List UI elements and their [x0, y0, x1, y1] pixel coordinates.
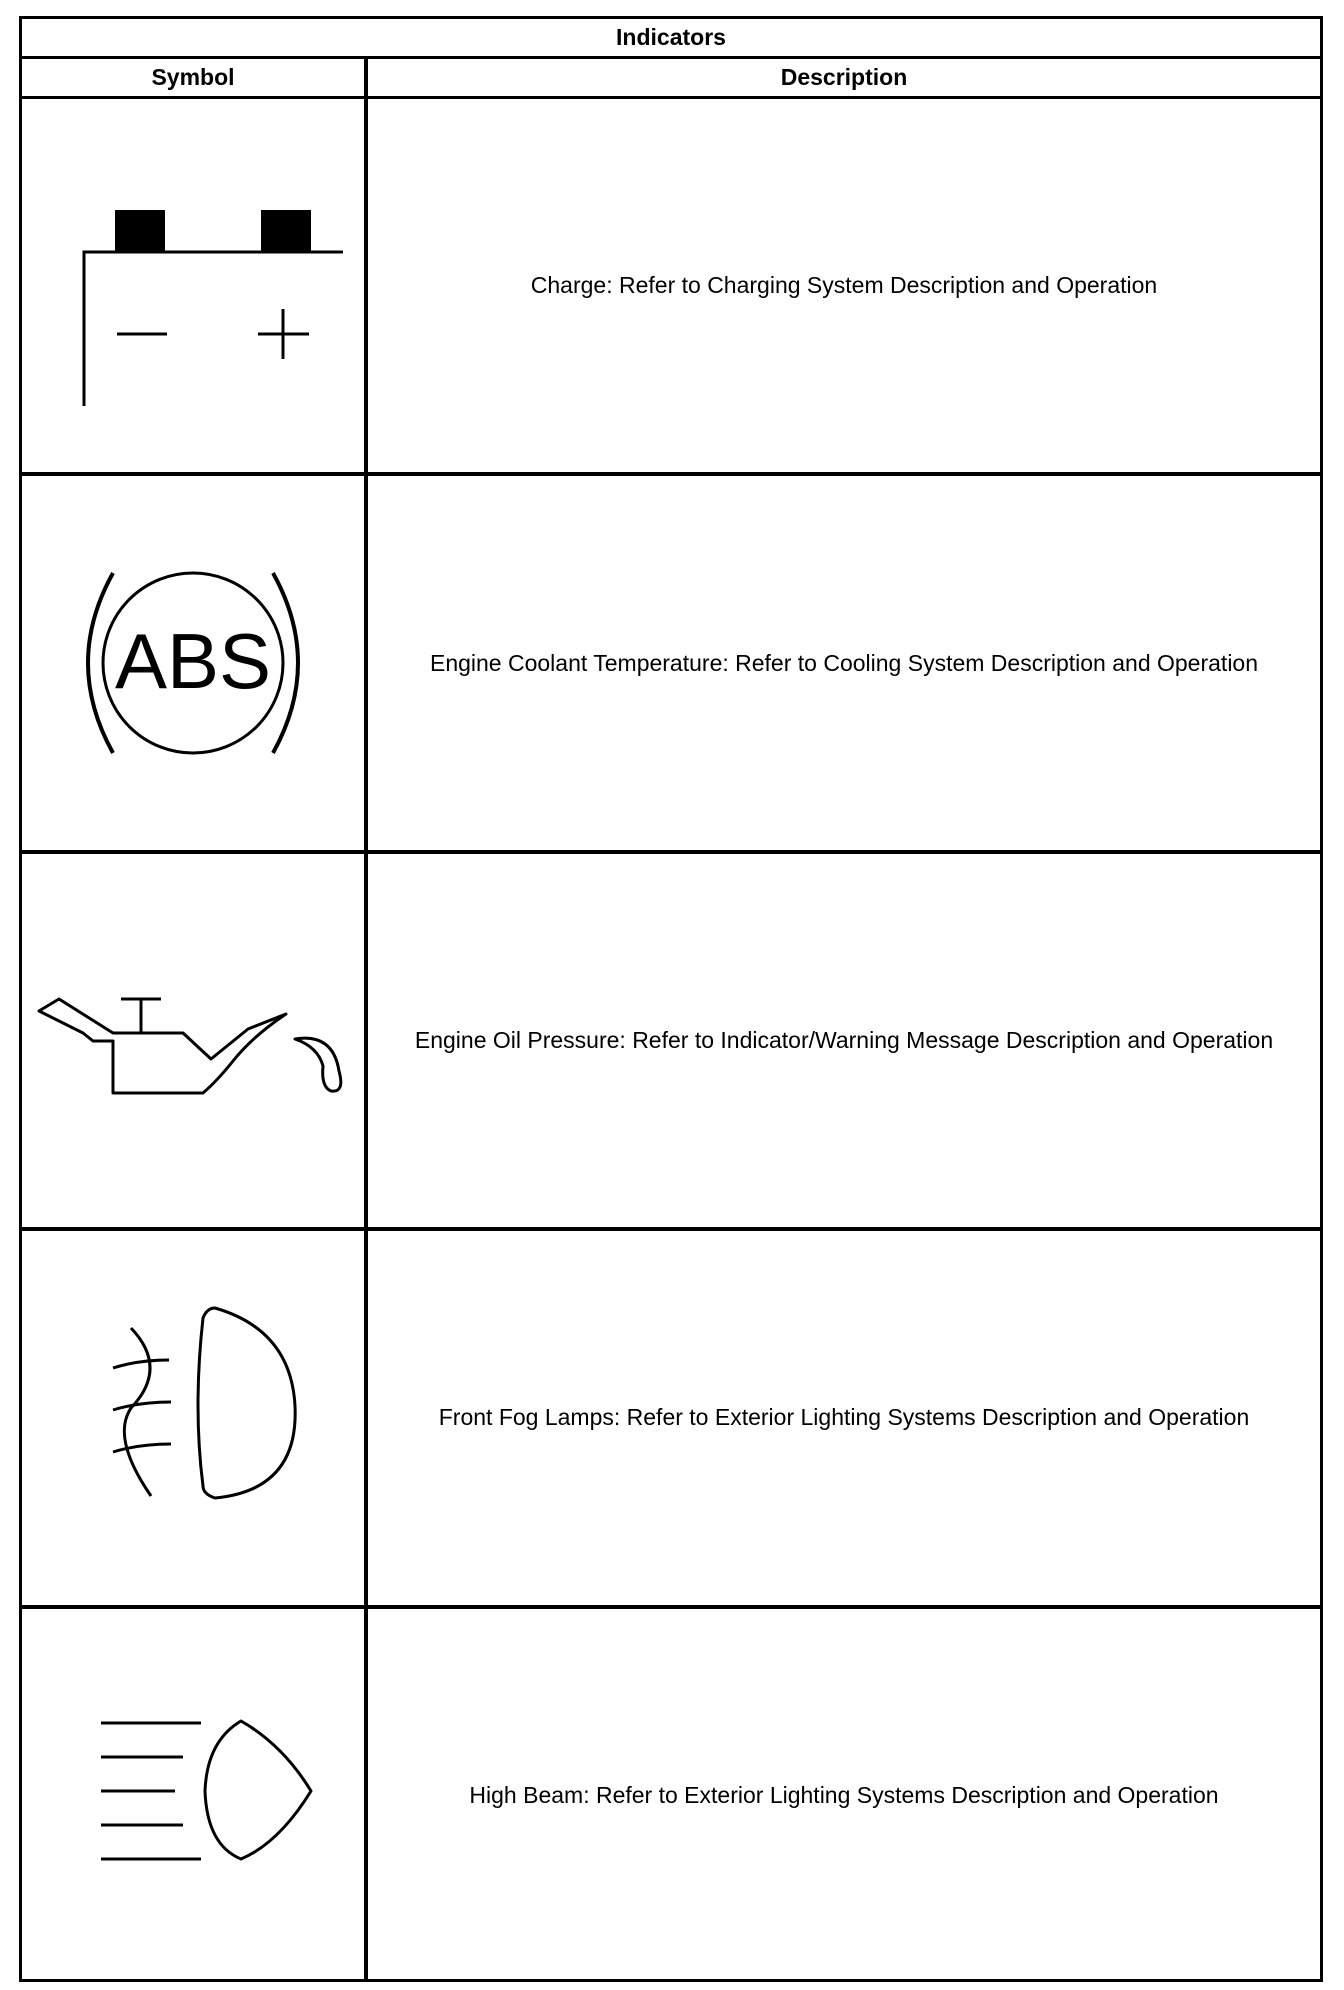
- table-body: [22, 99, 1320, 1982]
- header-description: Description: [780, 64, 908, 90]
- table-row: [22, 99, 1320, 476]
- indicators-table: [19, 16, 1323, 1982]
- battery-icon: [43, 166, 343, 406]
- table-row: [22, 1609, 1320, 1982]
- symbol-cell: [22, 854, 368, 1227]
- description-cell: High Beam: Refer to Exterior Lighting Systems Description and Operation: [469, 1781, 1219, 1808]
- table-header-row: [22, 59, 1320, 99]
- oil-can-icon: [33, 921, 353, 1161]
- table-title: Indicators: [22, 19, 1320, 59]
- symbol-cell: [22, 1609, 368, 1982]
- description-cell: Front Fog Lamps: Refer to Exterior Lighting Systems Description and Operation: [438, 1404, 1250, 1431]
- symbol-cell: [22, 99, 368, 472]
- front-fog-lamp-icon: [43, 1298, 343, 1538]
- abs-icon-label: ABS: [114, 617, 272, 706]
- description-cell: Charge: Refer to Charging System Description and Operation: [530, 272, 1158, 299]
- symbol-cell: [22, 1231, 368, 1604]
- table-row: [22, 1231, 1320, 1608]
- abs-icon: [43, 543, 343, 783]
- table-row: [22, 476, 1320, 853]
- high-beam-icon: [43, 1675, 343, 1915]
- table-row: [22, 854, 1320, 1231]
- description-cell: Engine Oil Pressure: Refer to Indicator/Warning Message Description and Operation: [414, 1027, 1274, 1054]
- symbol-cell: [22, 476, 368, 849]
- description-cell: Engine Coolant Temperature: Refer to Cooling System Description and Operation: [429, 649, 1259, 676]
- header-symbol: Symbol: [22, 59, 368, 96]
